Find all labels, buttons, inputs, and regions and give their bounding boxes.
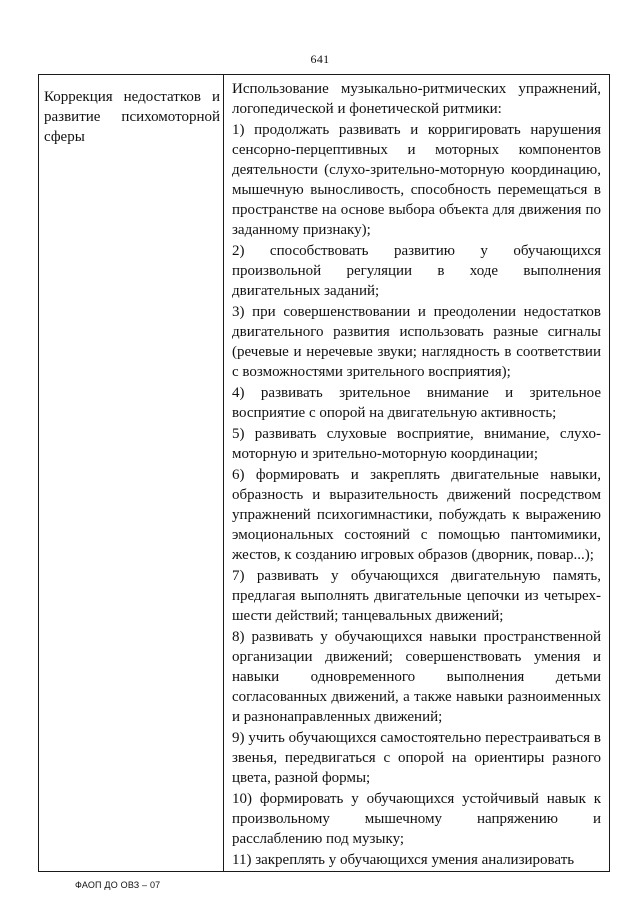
content-intro: Использование музыкально-ритмических упражнений, логопедической и фонетической ритмики: [232,81,601,117]
list-item: 4) развивать зрительное внимание и зрительное восприятие с опорой на двигательную активность; [232,385,601,421]
list-item: 5) развивать слуховые восприятие, внимание, слухо-моторную и зрительно-моторную координации; [232,426,601,462]
table-row [39,75,610,872]
content-table [38,74,610,872]
list-item: 6) формировать и закреплять двигательные навыки, образность и выразительность движений посредством упражнений психогимнастики, побуждать к выражению эмоциональных состояний с помощью пантомимики, жестов, к созданию игровых образов (дворник, повар...); [232,467,601,563]
list-item: 7) развивать у обучающихся двигательную память, предлагая выполнять двигательные цепочки из четырех-шести действий; танцевальных движений; [232,568,601,624]
list-item: 1) продолжать развивать и корригировать нарушения сенсорно-перцептивных и моторных компонентов деятельности (слухо-зрительно-моторную координацию, мышечную выносливость, способность перемещаться в пространстве на основе выбора объекта для движения по заданному признаку); [232,122,601,238]
list-item: 9) учить обучающихся самостоятельно перестраиваться в звенья, передвигаться с опорой на ориентиры разного цвета, разной формы; [232,730,601,786]
list-item: 8) развивать у обучающихся навыки пространственной организации движений; совершенствовать умения и навыки одновременного выполнения детьми согласованных движений, а также навыки разноименных и разнонаправленных движений; [232,629,601,725]
list-item: 3) при совершенствовании и преодолении недостатков двигательного развития использовать разные сигналы (речевые и неречевые звуки; наглядность в соответствии с возможностями зрительного восприятия); [232,304,601,380]
page-number: 641 [310,52,330,66]
section-content-cell [224,75,610,872]
section-title: Коррекция недостатков и развитие психомоторной сферы [44,89,220,145]
list-item: 2) способствовать развитию у обучающихся произвольной регуляции в ходе выполнения двигательных заданий; [232,243,601,299]
footer-doc-code: ФАОП ДО ОВЗ – 07 [75,880,161,890]
section-title-cell [39,75,224,872]
list-item: 11) закреплять у обучающихся умения анализировать [232,852,575,868]
list-item: 10) формировать у обучающихся устойчивый навык к произвольному мышечному напряжению и расслаблению под музыку; [232,791,601,847]
